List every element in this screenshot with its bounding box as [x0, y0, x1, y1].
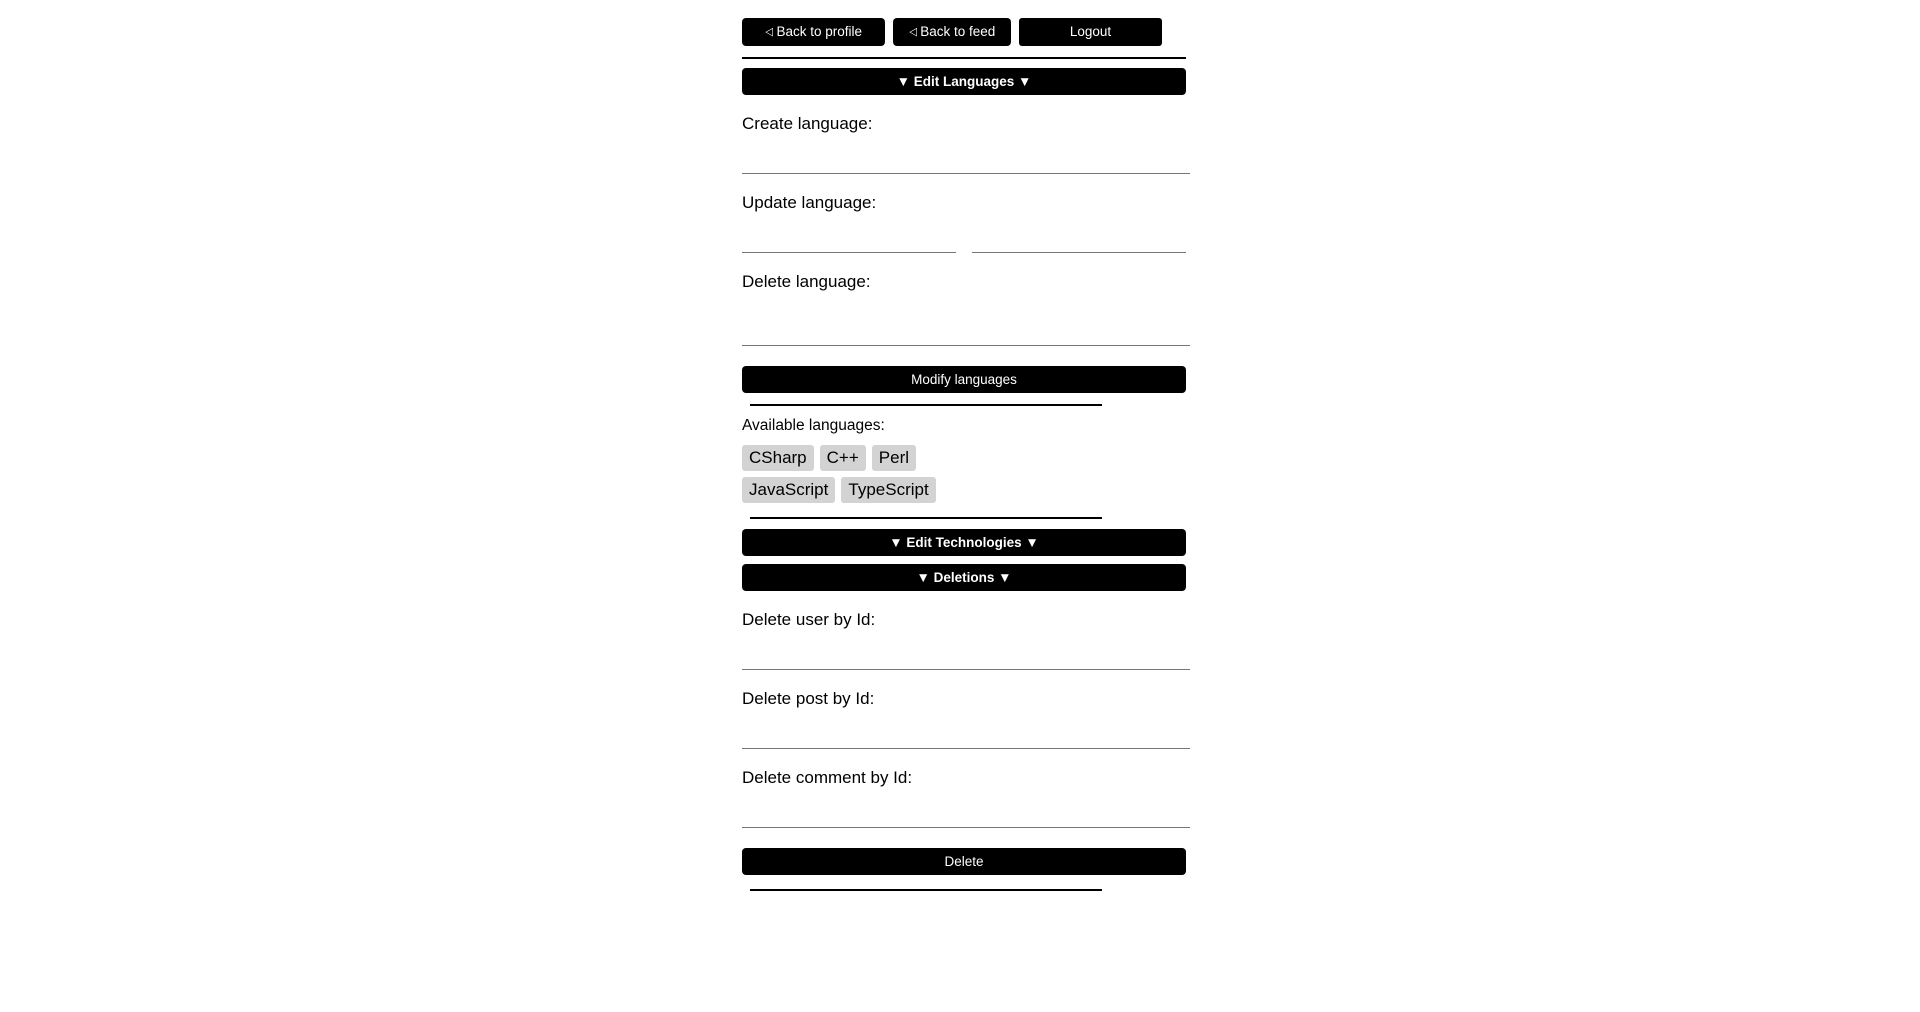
divider-under-languages: [750, 517, 1102, 519]
language-tag[interactable]: TypeScript: [841, 477, 935, 503]
delete-user-label: Delete user by Id:: [742, 610, 876, 629]
update-language-new-input[interactable]: [972, 228, 1186, 253]
available-languages-list: [742, 445, 1012, 503]
update-language-row: [742, 228, 1186, 253]
language-tag[interactable]: Perl: [872, 445, 916, 471]
language-tag[interactable]: CSharp: [742, 445, 814, 471]
delete-comment-input[interactable]: [742, 803, 1190, 828]
divider-under-modify: [750, 404, 1102, 406]
back-to-feed-label: Back to feed: [920, 24, 996, 39]
language-tag[interactable]: JavaScript: [742, 477, 835, 503]
spacer: [742, 293, 1186, 307]
divider-top: [742, 57, 1186, 59]
language-tag[interactable]: C++: [820, 445, 866, 471]
delete-language-input[interactable]: [742, 321, 1190, 346]
update-language-label: Update language:: [742, 193, 877, 212]
create-language-input[interactable]: [742, 149, 1190, 174]
spacer: [742, 828, 1186, 848]
delete-post-input[interactable]: [742, 724, 1190, 749]
delete-user-input[interactable]: [742, 645, 1190, 670]
back-to-profile-label: Back to profile: [776, 24, 862, 39]
edit-technologies-section-header[interactable]: ▼ Edit Technologies ▼: [742, 529, 1186, 556]
triangle-left-icon: ◁: [765, 26, 774, 38]
edit-languages-section-header[interactable]: ▼ Edit Languages ▼: [742, 68, 1186, 95]
create-language-label: Create language:: [742, 114, 873, 133]
top-nav: [742, 0, 1186, 46]
available-languages-label: Available languages:: [742, 417, 885, 434]
delete-post-label: Delete post by Id:: [742, 689, 875, 708]
delete-button[interactable]: Delete: [742, 848, 1186, 875]
delete-comment-label: Delete comment by Id:: [742, 768, 913, 787]
update-language-old-input[interactable]: [742, 228, 956, 253]
triangle-left-icon: ◁: [909, 26, 917, 38]
back-to-feed-button[interactable]: [893, 18, 1011, 46]
spacer: [742, 556, 1186, 564]
deletions-section-header[interactable]: ▼ Deletions ▼: [742, 564, 1186, 591]
modify-languages-button[interactable]: Modify languages: [742, 366, 1186, 393]
logout-button[interactable]: Logout: [1019, 18, 1162, 46]
delete-language-label: Delete language:: [742, 272, 871, 291]
main-column: [742, 0, 1186, 900]
divider-bottom: [750, 889, 1102, 891]
back-to-profile-button[interactable]: [742, 18, 885, 46]
spacer: [742, 346, 1186, 366]
